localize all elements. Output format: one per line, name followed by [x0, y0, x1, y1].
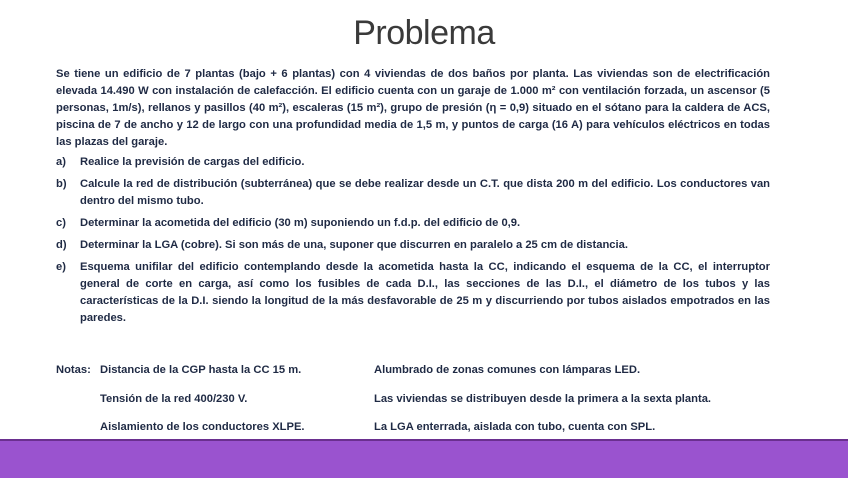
task-item-d [56, 237, 770, 254]
task-marker: d) [56, 239, 67, 251]
slide-title: Problema [353, 14, 495, 52]
task-item-e [56, 259, 770, 327]
note-cgp-distance: Distancia de la CGP hasta la CC 15 m. [100, 364, 302, 376]
task-text: Esquema unifilar del edificio contemplando desde la acometida hasta la CC, indicando el esquema de la CC, el interruptor general de corte en carga, así como los fusibles de cada D.I., las secciones de las D.I., el diámetro de los tubos y las características de la D.I. siendo la longitud de la más desfavorable de 25 m y discurriendo por tubos aislados empotrados en las paredes. [80, 261, 770, 324]
note-insulation: Aislamiento de los conductores XLPE. [100, 421, 305, 433]
note-lighting: Alumbrado de zonas comunes con lámparas LED. [374, 364, 641, 376]
footer-bar [0, 441, 848, 478]
task-text: Determinar la acometida del edificio (30 m) suponiendo un f.d.p. del edificio de 0,9. [80, 217, 521, 229]
task-marker: a) [56, 156, 66, 168]
task-item-a [56, 154, 770, 171]
task-text: Realice la previsión de cargas del edificio. [80, 156, 305, 168]
problem-body [56, 66, 770, 332]
note-network-voltage: Tensión de la red 400/230 V. [100, 393, 248, 405]
task-marker: b) [56, 178, 67, 190]
task-text: Calcule la red de distribución (subterránea) que se debe realizar desde un C.T. que dista 200 m del edificio. Los conductores van dentro del mismo tubo. [80, 178, 770, 207]
task-marker: c) [56, 217, 66, 229]
note-dwellings: Las viviendas se distribuyen desde la primera a la sexta planta. [374, 393, 712, 405]
task-marker: e) [56, 261, 66, 273]
task-item-c [56, 215, 770, 232]
task-item-b [56, 176, 770, 210]
note-lga: La LGA enterrada, aislada con tubo, cuenta con SPL. [374, 421, 656, 433]
notes-label: Notas: [56, 364, 91, 376]
task-text: Determinar la LGA (cobre). Si son más de una, suponer que discurren en paralelo a 25 cm de distancia. [80, 239, 628, 251]
problem-statement: Se tiene un edificio de 7 plantas (bajo + 6 plantas) con 4 viviendas de dos baños por planta. Las viviendas son de electrificación elevada 14.490 W con instalación de calefacción. El edificio cuenta con un garaje de 1.000 m² con ventilación forzada, un ascensor (5 personas, 1m/s), rellanos y pasillos (40 m²), escaleras (15 m²), grupo de presión (η = 0,9) situado en el sótano para la caldera de ACS, piscina de 7 de ancho y 12 de largo con una profundidad media de 1,5 m, y puntos de carga (16 A) para vehículos eléctricos en todas las plazas del garaje. [56, 68, 770, 148]
